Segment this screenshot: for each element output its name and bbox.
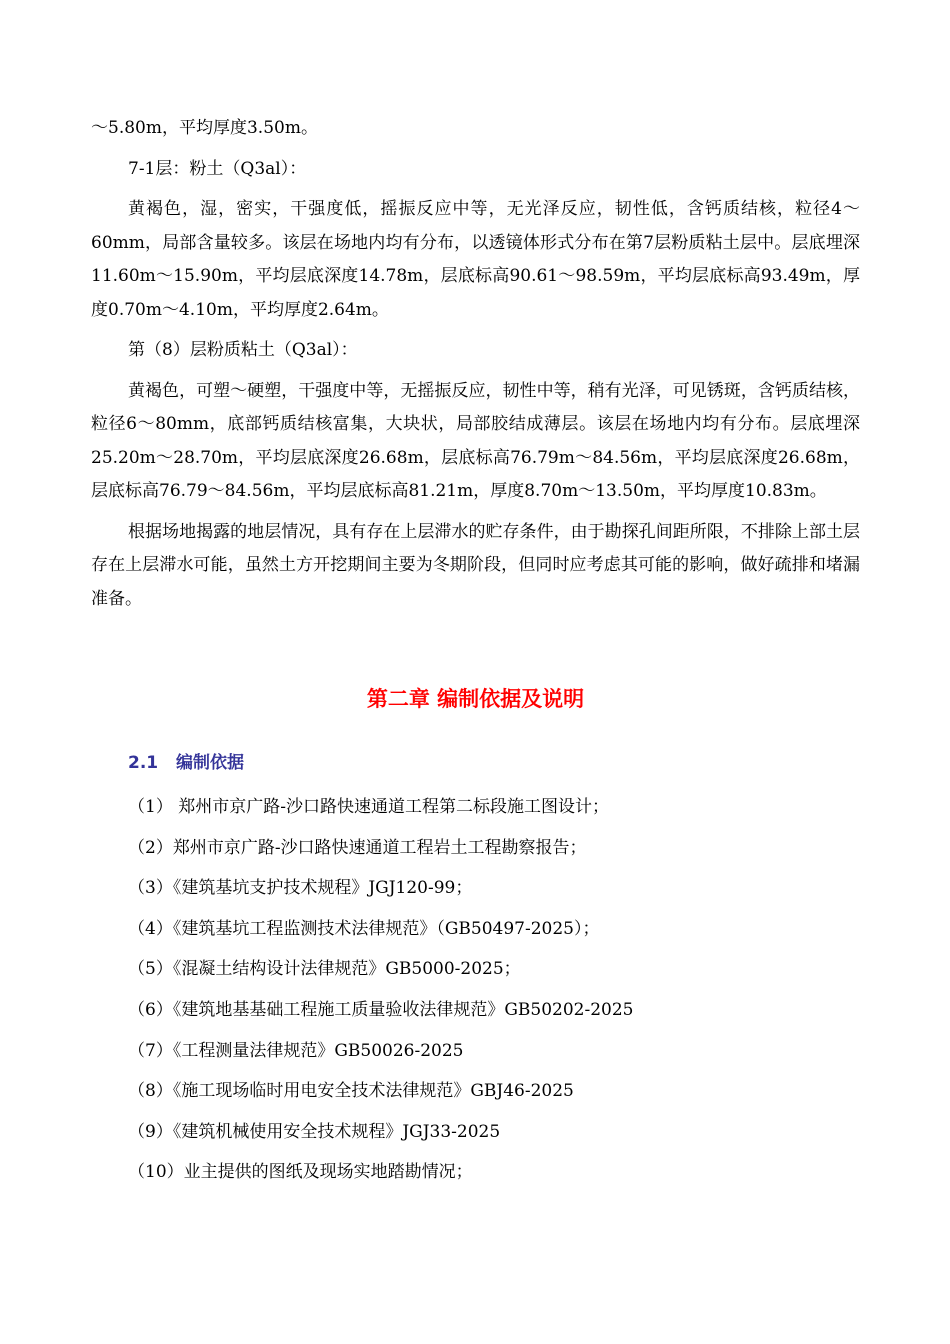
reference-item-1: （1） 郑州市京广路-沙口路快速通道工程第二标段施工图设计；	[128, 797, 609, 817]
reference-item-6: （6）《建筑地基基础工程施工质量验收法律规范》GB50202-2025	[128, 999, 634, 1020]
page-content	[91, 112, 860, 1183]
reference-item-4: （4）《建筑基坑工程监测技术法律规范》（GB50497-2025）；	[128, 918, 600, 939]
layer-7-1-description: 黄褐色，湿，密实，干强度低，摇振反应中等，无光泽反应，韧性低，含钙质结核，粒径4～60mm，局部含量较多。该层在场地内均有分布，以透镜体形式分布在第7层粉质粘土层中。层底埋深11.60m～15.90m，平均层底深度14.78m，层底标高90.61～98.59m，平均层底标高93.49m，厚度0.70m～4.10m，平均厚度2.64m。	[91, 199, 860, 320]
reference-list	[128, 787, 860, 1193]
reference-item-2: （2）郑州市京广路-沙口路快速通道工程岩土工程勘察报告；	[128, 837, 587, 858]
groundwater-note: 根据场地揭露的地层情况，具有存在上层滞水的贮存条件，由于勘探孔间距所限，不排除上部土层存在上层滞水可能，虽然土方开挖期间主要为冬期阶段，但同时应考虑其可能的影响，做好疏排和堵漏准备。	[91, 521, 860, 609]
reference-item-9: （9）《建筑机械使用安全技术规程》JGJ33-2025	[128, 1121, 501, 1142]
layer-7-1-heading: 7-1层：粉土（Q3al）：	[128, 158, 307, 179]
section-number: 2.1	[128, 753, 159, 773]
reference-item-3: （3）《建筑基坑支护技术规程》JGJ120-99；	[128, 878, 473, 899]
section-title-text: 编制依据	[176, 753, 244, 773]
reference-item-8: （8）《施工现场临时用电安全技术法律规范》GBJ46-2025	[128, 1081, 574, 1102]
section-heading	[128, 749, 244, 777]
layer-8-description: 黄褐色，可塑～硬塑，干强度中等，无摇振反应，韧性中等，稍有光泽，可见锈斑，含钙质结核，粒径6～80mm，底部钙质结核富集，大块状，局部胶结成薄层。该层在场地内均有分布。层底埋深25.20m～28.70m，平均层底深度26.68m，层底标高76.79m～84.56m，平均层底深度26.68m，层底标高76.79～84.56m，平均层底标高81.21m，厚度8.70m～13.50m，平均厚度10.83m。	[91, 380, 860, 501]
body-paragraph-1: ～5.80m，平均厚度3.50m。	[91, 118, 318, 138]
reference-item-5: （5）《混凝土结构设计法律规范》GB5000-2025；	[128, 959, 521, 980]
layer-8-heading: 第（8）层粉质粘土（Q3al）：	[128, 340, 358, 360]
reference-item-7: （7）《工程测量法律规范》GB50026-2025	[128, 1040, 464, 1061]
reference-item-10: （10）业主提供的图纸及现场实地踏勘情况；	[128, 1162, 473, 1183]
chapter-title: 第二章 编制依据及说明	[366, 687, 585, 711]
